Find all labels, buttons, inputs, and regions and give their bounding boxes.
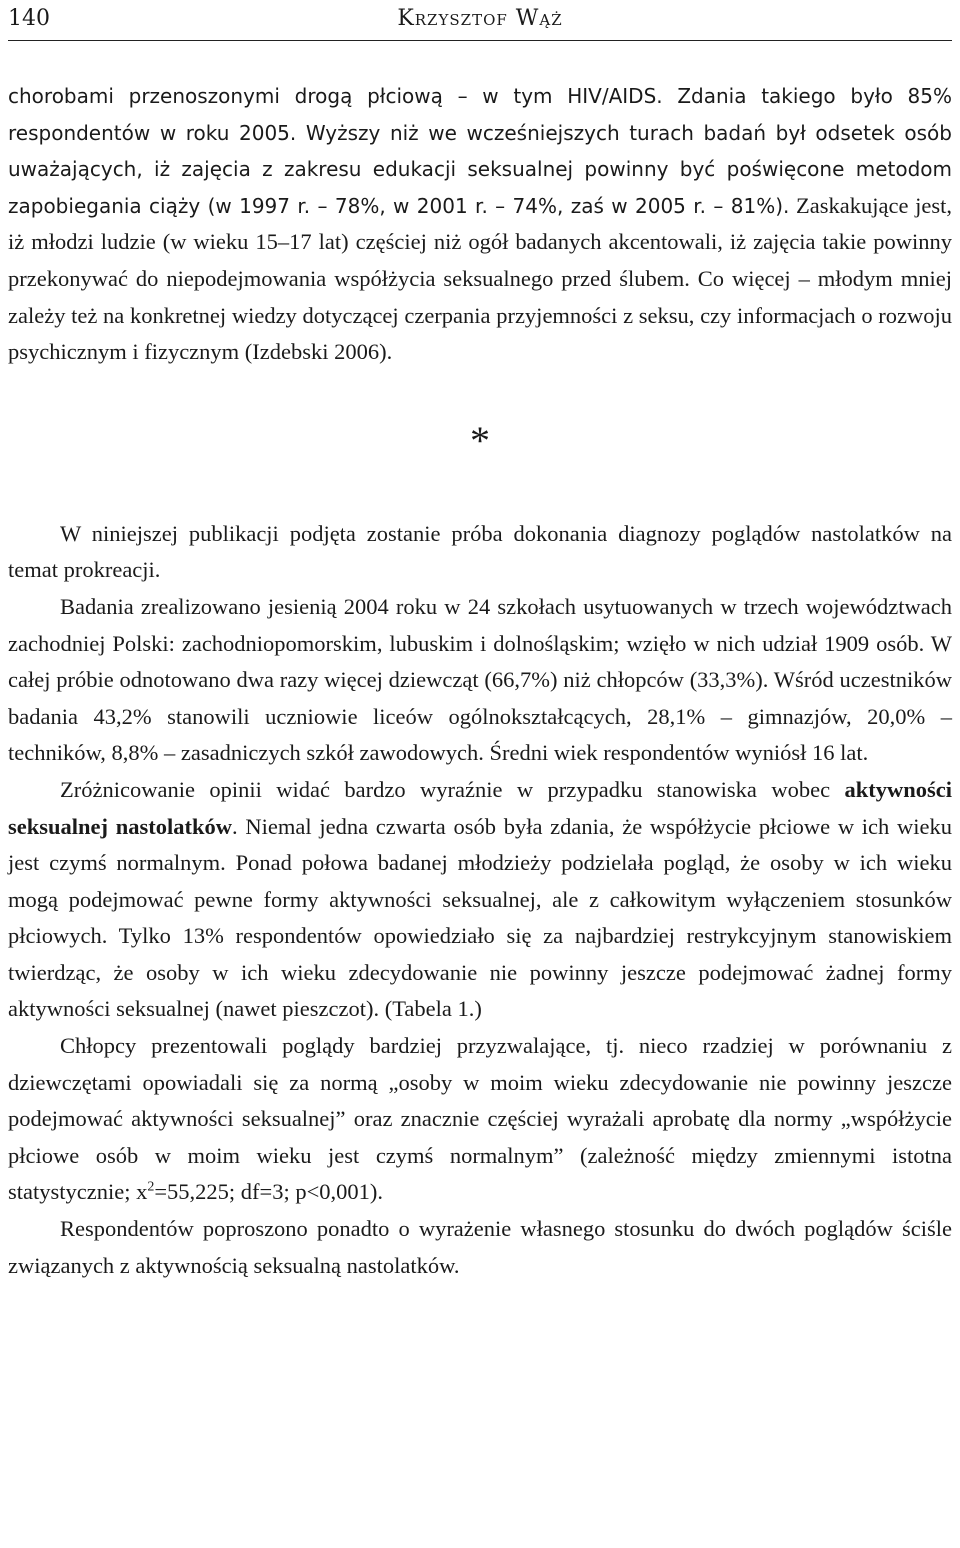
paragraph-2: W niniejszej publikacji podjęta zostanie próba dokonania diagnozy poglądów nastolatków na temat prokreacji. xyxy=(8,520,952,583)
article-body xyxy=(8,78,952,1284)
paragraph-5 xyxy=(8,1028,952,1211)
paragraph-1-serif-part: Zaskakujące jest, iż młodzi ludzie (w wieku 15–17 lat) częściej niż ogół badanych akcentowali, iż zajęcia takie powinny przekonywać do niepodejmowania współżycia seksualnego przed ślubem. Co więcej – młodym mniej zależy też na konkretnej wiedzy dotyczącej czerpania przyjemności z seksu, czy informacjach o rozwoju psychicznym i fizycznym (Izdebski 2006). xyxy=(8,192,952,365)
running-header xyxy=(8,0,952,41)
paragraph-5-after: =55,225; df=3; p<0,001). xyxy=(154,1179,384,1205)
paragraph-1 xyxy=(8,78,952,371)
paragraph-3: Badania zrealizowano jesienią 2004 roku w 24 szkołach usytuowanych w trzech województwach zachodniej Polski: zachodniopomorskim, lubuskim i dolnośląskim; wzięło w nich udział 1909 osób. W całej próbie odnotowano dwa razy więcej dziewcząt (66,7%) niż chłopców (33,3%). Wśród uczestników badania 43,2% stanowili uczniowie liceów ogólnokształcących, 28,1% – gimnazjów, 20,0% – techników, 8,8% – zasadniczych szkół zawodowych. Średni wiek respondentów wyniósł 16 lat. xyxy=(8,593,952,766)
paragraph-5-before: Chłopcy prezentowali poglądy bardziej przyzwalające, tj. nieco rzadziej w porównaniu z dziewczętami opowiadali się za normą „osoby w moim wieku zdecydowanie nie powinny jeszcze podejmować aktywności seksualnej” oraz znacznie częściej wyrażali aprobatę dla normy „współżycie płciowe osób w moim wieku jest czymś normalnym” (zależność między zmiennymi istotna statystycznie; x xyxy=(8,1033,952,1205)
paragraph-4-before: Zróżnicowanie opinii widać bardzo wyraźnie w przypadku stanowiska wobec xyxy=(60,776,845,802)
paragraph-1-sans-part: chorobami przenoszonymi drogą płciową – w tym HIV/AIDS. Zdania takiego było 85% respondentów w roku 2005. Wyższy niż we wcześniejszych turach badań był odsetek osób uważających, iż zajęcia z zakresu edukacji seksualnej powinny być poświęcone metodom zapobiegania ciąży (w 1997 r. – 78%, w 2001 r. – 74%, zaś w 2005 r. – 81%). xyxy=(8,84,952,218)
page-number: 140 xyxy=(8,6,50,31)
section-separator: * xyxy=(470,417,490,463)
chi-square-superscript: 2 xyxy=(147,1179,155,1195)
paragraph-4-after: . Niemal jedna czwarta osób była zdania, że współżycie płciowe w ich wieku jest czymś normalnym. Ponad połowa badanej młodzieży podzielała pogląd, że osoby w ich wieku mogą podejmować pewne formy aktywności seksualnej, ale z całkowitym wyłączeniem stosunków płciowych. Tylko 13% respondentów opowiedziało się za najbardziej restrykcyjnym stanowiskiem twierdząc, że osoby w ich wieku zdecydowanie nie powinny jeszcze podejmować żadnej formy aktywności seksualnej (nawet pieszczot). (Tabela 1.) xyxy=(8,813,953,1022)
paragraph-6: Respondentów poproszono ponadto o wyrażenie własnego stosunku do dwóch poglądów ściśle związanych z aktywnością seksualną nastolatków. xyxy=(8,1216,952,1278)
paragraph-4 xyxy=(8,772,952,1028)
paragraph-4-bold: aktywności seksualnej nastolatków xyxy=(8,776,952,839)
running-author: Krzysztof Wąż xyxy=(397,6,563,31)
